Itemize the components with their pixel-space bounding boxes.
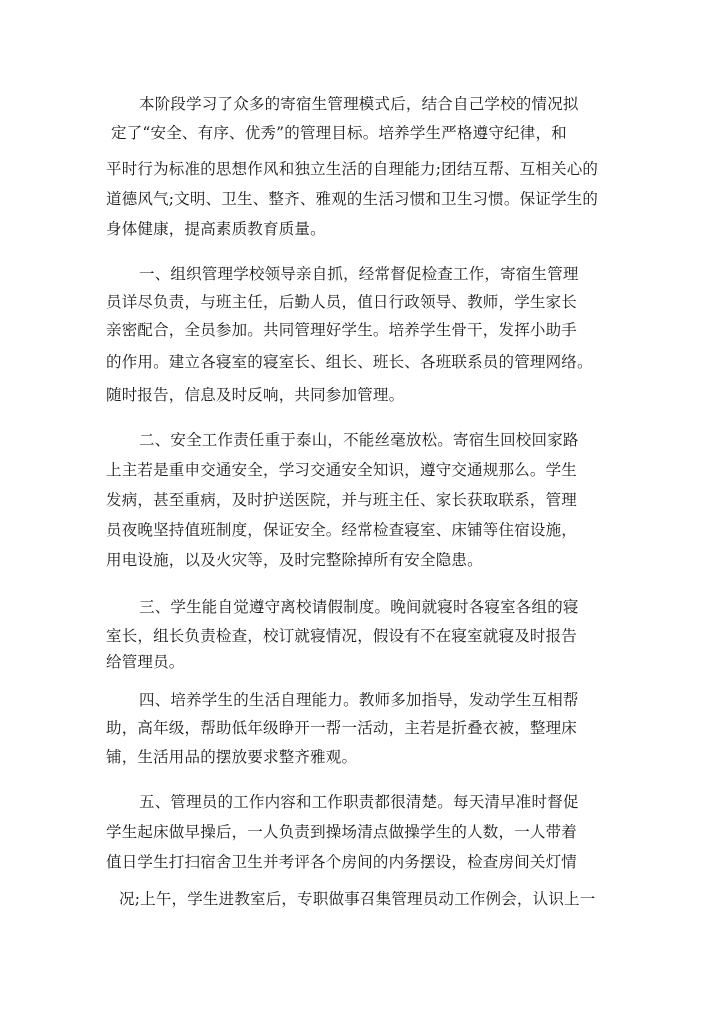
text-line: 员夜晚坚持值班制度，保证安全。经常检查寝室、床铺等住宿设施，	[106, 521, 578, 539]
text-line: 随时报告，信息及时反响，共同参加管理。	[106, 386, 405, 404]
text-line: 上主若是重申交通安全，学习交通安全知识，遵守交通规那么。学生	[106, 461, 578, 479]
text-line: 身体健康，提高素质教育质量。	[106, 220, 326, 238]
text-line: 给管理员。	[106, 653, 185, 671]
text-line: 四、培养学生的生活自理能力。教师多加指导，发动学生互相帮	[139, 691, 579, 709]
text-line: 助，高年级，帮助低年级睁开一帮一活动，主若是折叠衣被，整理床	[106, 719, 578, 737]
text-line: 三、学生能自觉遵守离校请假制度。晚间就寝时各寝室各组的寝	[139, 598, 579, 616]
text-line: 发病，甚至重病，及时护送医院，并与班主任、家长获取联系，管理	[106, 491, 578, 509]
text-line: 室长，组长负责检查，校订就寝情况，假设有不在寝室就寝及时报告	[106, 627, 578, 645]
text-line: 道德风气;文明、卫生、整齐、雅观的生活习惯和卫生习惯。保证学生的	[106, 190, 599, 208]
text-line: 值日学生打扫宿舍卫生并考评各个房间的内务摆设，检查房间关灯情	[106, 853, 578, 871]
text-line: 用电设施，以及火灾等，及时完整除掉所有安全隐患。	[106, 551, 483, 569]
text-line: 的作用。建立各寝室的寝室长、组长、班长、各班联系员的管理网络。	[106, 353, 593, 371]
text-line: 况;上午，学生进教室后，专职做事召集管理员动工作例会，认识上一	[119, 890, 596, 908]
text-line: 定了“安全、有序、优秀”的管理目标。培养学生严格遵守纪律，和	[111, 124, 567, 142]
text-line: 学生起床做早操后，一人负责到操场清点做操学生的人数，一人带着	[106, 823, 578, 841]
text-line: 铺，生活用品的摆放要求整齐雅观。	[106, 748, 358, 766]
text-line: 亲密配合，全员参加。共同管理好学生。培养学生骨干，发挥小助手	[106, 321, 578, 339]
text-line: 员详尽负责，与班主任，后勤人员，值日行政领导、教师，学生家长	[106, 293, 578, 311]
text-line: 本阶段学习了众多的寄宿生管理模式后，结合自己学校的情况拟	[139, 95, 579, 113]
text-line: 二、安全工作责任重于泰山，不能丝毫放松。寄宿生回校回家路	[139, 431, 579, 449]
text-line: 五、管理员的工作内容和工作职责都很清楚。每天清早准时督促	[139, 793, 579, 811]
text-line: 平时行为标准的思想作风和独立生活的自理能力;团结互帮、互相关心的	[106, 160, 599, 178]
text-line: 一、组织管理学校领导亲自抓，经常督促检查工作，寄宿生管理	[139, 265, 579, 283]
